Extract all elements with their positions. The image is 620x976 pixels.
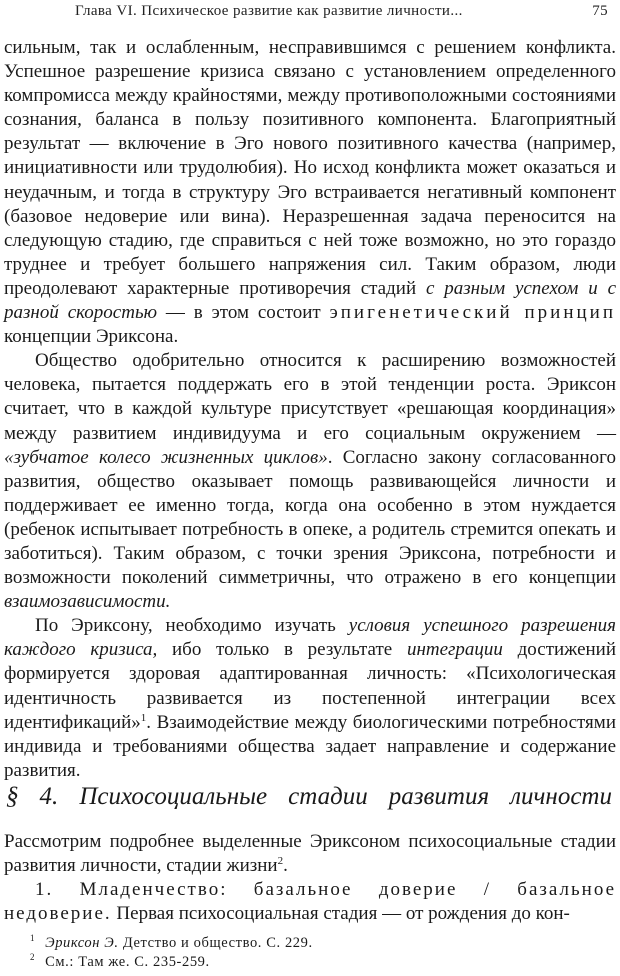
footnote-ref[interactable]: 1: [140, 711, 147, 724]
footnote-text: См.: Там же. С. 235-259.: [45, 954, 210, 970]
main-text: [4, 36, 616, 783]
footnotes: [30, 934, 313, 972]
heading-word: Психосоциальные: [79, 783, 268, 810]
text-run: Первая психосоциальная стадия — от рождения до кон-: [111, 903, 570, 925]
italic-text: взаимозависимости.: [4, 591, 171, 613]
italic-text: интеграции: [406, 639, 503, 661]
text-run: сильным, так и ослабленным, несправившимся с решением конфликта. Успешное разрешение кризиса связано с установлением определенного компромисса между крайностями, между противоположными состояниями сознания, баланса в пользу позитивного компонента. Благоприятный результат — включение в Эго нового позитивного качества (например, инициативности или трудолюбия). Но исход конфликта может оказаться и неудачным, и тогда в структуру Эго встраивается негативный компонент (базовое недоверие или вина). Неразрешенная задача переносится на следующую стадию, где справиться с ней тоже возможно, но это гораздо труднее и требует большего напряжения сил. Таким образом, люди преодолевают характерные противоречия стадий: [4, 37, 616, 299]
text-run: достижений формируется здоровая адаптированная личность: «Психологическая идентичность развивается из постепенной интеграции всех идентификаций»: [4, 639, 617, 733]
italic-text: с разным успехом и с разной скоростью: [4, 277, 616, 324]
page-number: 75: [592, 3, 608, 19]
footnote-ref[interactable]: 2: [277, 855, 284, 868]
text-run: По Эриксону, необходимо изучать: [35, 615, 349, 637]
italic-text: условия успешного разрешения каждого кризиса,: [4, 615, 617, 661]
text-run: .: [283, 855, 288, 877]
text-run: . Взаимодействие между биологическими потребностями индивида и требованиями общества задает направление и содержание развития.: [4, 711, 616, 781]
section-mark: §: [6, 783, 19, 810]
section-heading: [6, 783, 612, 811]
paragraph: [4, 878, 616, 926]
paragraph: [4, 614, 616, 783]
footnote: [30, 953, 313, 972]
heading-word: развития: [388, 783, 490, 810]
text-run: Рассмотрим подробнее выделенные Эриксоном психосоциальные стадии развития личности, стадии жизни: [4, 831, 616, 877]
section-number: 4.: [39, 783, 59, 810]
footnote-number: 2: [30, 952, 36, 962]
footnote-author: Эриксон Э.: [45, 935, 119, 951]
running-title: Глава VI. Психическое развитие как развитие личности...: [75, 3, 463, 19]
section-text: [4, 830, 616, 926]
text-run: — в этом состоит: [157, 302, 330, 324]
paragraph: [4, 349, 616, 614]
footnote: [30, 934, 313, 953]
heading-word: стадии: [288, 783, 368, 810]
text-run: . Согласно закону согласованного развития, общество оказывает помощь развивающейся личности и поддерживает ее именно тогда, когда она особенно в этом нуждается (ребенок испытывает потребность в опеке, а родитель стремится опекать и заботиться). Таким образом, с точки зрения Эриксона, потребности и возможности поколений симметричны, что отражено в его концепции: [4, 446, 616, 589]
text-run: концепции Эриксона.: [4, 326, 179, 348]
paragraph: [4, 830, 616, 878]
text-run: Общество одобрительно относится к расширению возможностей человека, пытается поддержать его в этой тенденции роста. Эриксон считает, что в каждой культуре присутствует «решающая координация» между развитием индивидуума и его социальным окружением —: [4, 350, 616, 444]
heading-word: личности: [510, 783, 612, 810]
paragraph: [4, 36, 616, 349]
footnote-text: Детство и общество. С. 229.: [118, 935, 313, 951]
footnote-number: 1: [30, 933, 36, 943]
text-run: ибо только в результате: [157, 639, 407, 661]
spaced-term: 1. Младенчество: базальное доверие / базальное недоверие.: [4, 879, 616, 925]
spaced-term: эпигенетический принцип: [329, 302, 616, 324]
italic-text: «зубчатое колесо жизненных циклов»: [4, 446, 328, 468]
